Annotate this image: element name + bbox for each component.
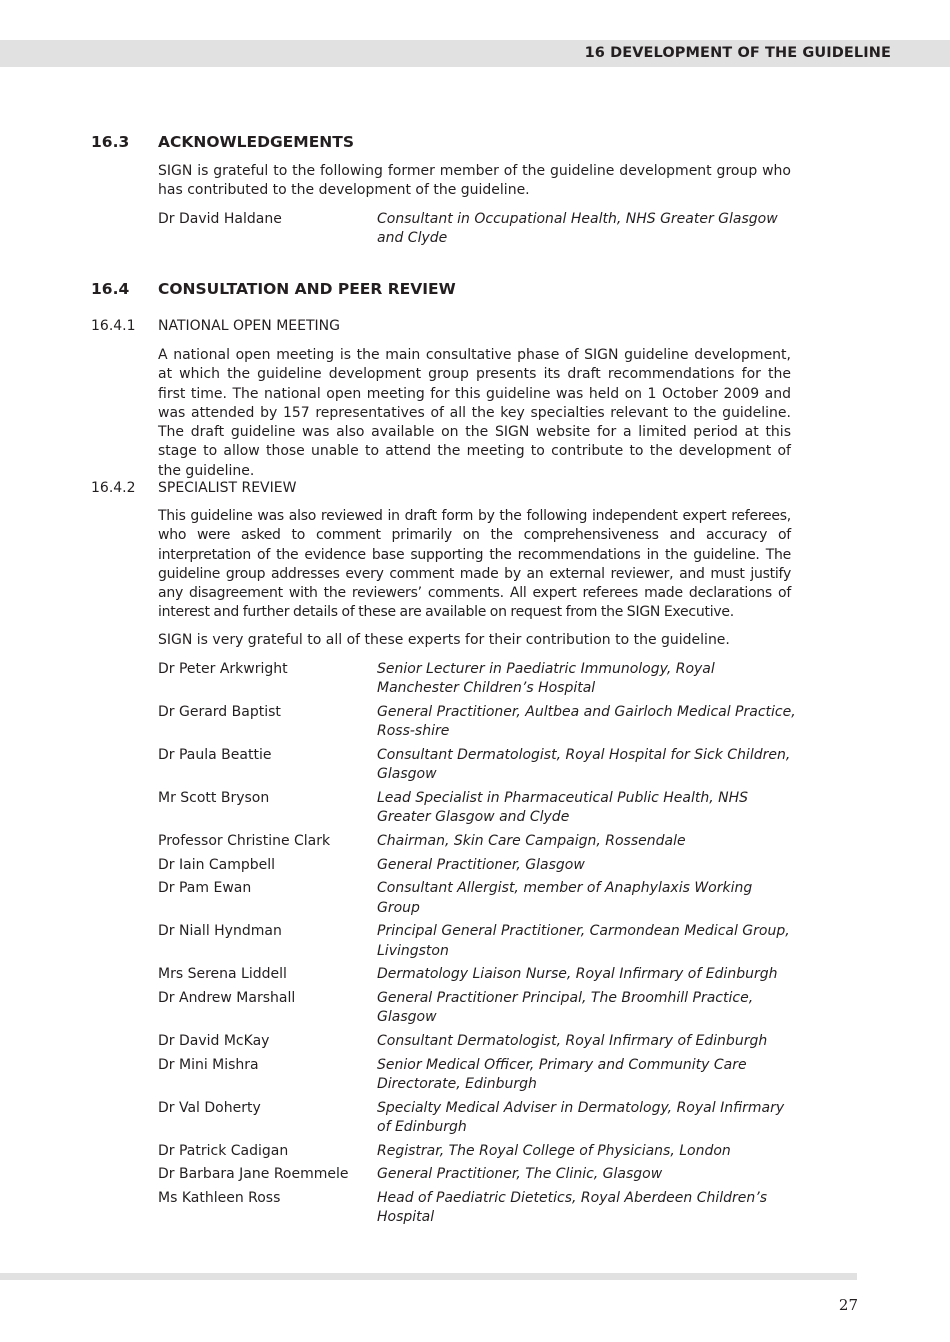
- reviewer-name: Dr Iain Campbell: [158, 856, 276, 873]
- reviewer-name: Ms Kathleen Ross: [158, 1189, 281, 1206]
- reviewer-row: [158, 789, 798, 828]
- reviewer-name: Dr Gerard Baptist: [158, 703, 281, 720]
- reviewer-row: [158, 1099, 798, 1138]
- footer-bar: [0, 1273, 857, 1280]
- reviewer-row: [158, 746, 798, 785]
- thanks-text: SIGN is very grateful to all of these experts for their contribution to the guideline.: [158, 632, 730, 648]
- reviewer-row: [158, 989, 798, 1028]
- reviewer-role: Principal General Practitioner, Carmondean Medical Group, Livingston: [377, 923, 790, 959]
- reviewer-name: Dr Paula Beattie: [158, 746, 272, 763]
- reviewer-role: Consultant Dermatologist, Royal Hospital for Sick Children, Glasgow: [377, 746, 791, 783]
- subsection-title: SPECIALIST REVIEW: [158, 480, 297, 496]
- person-name: Dr David Haldane: [158, 211, 282, 227]
- reviewer-name: Dr Val Doherty: [158, 1099, 261, 1116]
- reviewer-role: Senior Lecturer in Paediatric Immunology, Royal Manchester Children’s Hospital: [377, 661, 715, 697]
- reviewer-name: Dr Mini Mishra: [158, 1056, 259, 1073]
- reviewer-row: [158, 832, 798, 851]
- specialist-review-text: This guideline was also reviewed in draft form by the following independent expert referees, who were asked to comment primarily on the comprehensiveness and accuracy of interpretation of the evidence base supporting the recommendations in the guideline. The guideline group addresses every comment made by an external reviewer, and must justify any disagreement with the reviewers’ comments. All expert referees made declarations of interest and further details of these are available on request from the SIGN Executive.: [158, 508, 791, 621]
- person-role: Consultant in Occupational Health, NHS Greater Glasgow and Clyde: [377, 211, 778, 247]
- reviewer-role: Registrar, The Royal College of Physicians, London: [377, 1142, 731, 1159]
- reviewer-row: [158, 1142, 798, 1161]
- reviewer-name: Mrs Serena Liddell: [158, 966, 287, 983]
- reviewer-row: [158, 1165, 798, 1184]
- reviewer-row: [158, 922, 798, 961]
- acknowledgement-entry: [158, 210, 787, 249]
- reviewer-row: [158, 660, 798, 699]
- section-title: ACKNOWLEDGEMENTS: [158, 133, 354, 151]
- reviewer-name: Dr Patrick Cadigan: [158, 1142, 289, 1159]
- subsection-number: 16.4.1: [91, 318, 136, 334]
- acknowledgement-text: SIGN is grateful to the following former member of the guideline development group who has contributed to the development of the guideline.: [158, 163, 791, 199]
- reviewer-role: Head of Paediatric Dietetics, Royal Aberdeen Children’s Hospital: [377, 1189, 767, 1226]
- reviewer-name: Professor Christine Clark: [158, 832, 331, 849]
- reviewer-role: General Practitioner, Glasgow: [377, 856, 585, 873]
- reviewer-role: General Practitioner Principal, The Broomhill Practice, Glasgow: [377, 989, 754, 1026]
- subsection-number: 16.4.2: [91, 480, 136, 496]
- reviewer-name: Dr Niall Hyndman: [158, 923, 282, 940]
- reviewer-row: [158, 1032, 798, 1051]
- reviewer-role: General Practitioner, Aultbea and Gairloch Medical Practice, Ross-shire: [377, 703, 796, 740]
- reviewer-role: Consultant Dermatologist, Royal Infirmary of Edinburgh: [377, 1032, 768, 1049]
- section-number: 16.4: [91, 280, 130, 298]
- reviewer-role: Specialty Medical Adviser in Dermatology, Royal Infirmary of Edinburgh: [377, 1099, 785, 1135]
- chapter-header: 16 DEVELOPMENT OF THE GUIDELINE: [584, 45, 891, 61]
- reviewer-name: Dr Andrew Marshall: [158, 989, 296, 1006]
- reviewer-role: Dermatology Liaison Nurse, Royal Infirmary of Edinburgh: [377, 966, 778, 983]
- section-title: CONSULTATION AND PEER REVIEW: [158, 280, 456, 298]
- reviewer-row: [158, 1056, 798, 1095]
- reviewer-name: Dr Peter Arkwright: [158, 661, 288, 677]
- reviewer-list: [158, 660, 798, 1232]
- reviewer-row: [158, 965, 798, 984]
- reviewer-role: General Practitioner, The Clinic, Glasgow: [377, 1166, 663, 1183]
- page-number: 27: [838, 1296, 858, 1314]
- reviewer-name: Dr Barbara Jane Roemmele: [158, 1166, 349, 1183]
- reviewer-role: Consultant Allergist, member of Anaphylaxis Working Group: [377, 880, 753, 916]
- reviewer-row: [158, 1189, 798, 1228]
- reviewer-name: Dr Pam Ewan: [158, 880, 252, 897]
- reviewer-row: [158, 703, 798, 742]
- reviewer-name: Dr David McKay: [158, 1032, 270, 1049]
- reviewer-role: Senior Medical Officer, Primary and Community Care Directorate, Edinburgh: [377, 1056, 747, 1092]
- reviewer-row: [158, 856, 798, 875]
- reviewer-role: Lead Specialist in Pharmaceutical Public Health, NHS Greater Glasgow and Clyde: [377, 789, 749, 826]
- reviewer-row: [158, 879, 798, 918]
- subsection-title: NATIONAL OPEN MEETING: [158, 318, 340, 334]
- reviewer-name: Mr Scott Bryson: [158, 789, 270, 806]
- open-meeting-text: A national open meeting is the main consultative phase of SIGN guideline development, at which the guideline development group presents its draft recommendations for the first time. The national open meeting for this guideline was held on 1 October 2009 and was attended by 157 representatives of all the key specialties relevant to the guideline. The draft guideline was also available on the SIGN website for a limited period at this stage to allow those unable to attend the meeting to contribute to the development of the guideline.: [158, 347, 791, 479]
- reviewer-role: Chairman, Skin Care Campaign, Rossendale: [377, 832, 686, 849]
- section-number: 16.3: [91, 133, 130, 151]
